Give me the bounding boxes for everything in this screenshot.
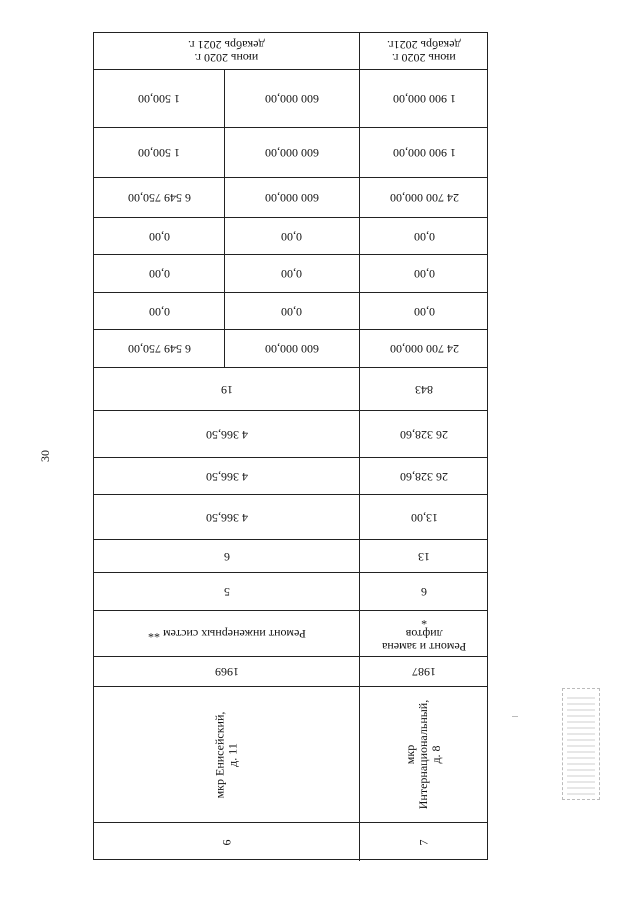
table-row <box>94 495 487 540</box>
table-cell: 24 700 000,00 <box>389 342 459 356</box>
table-cell: мкр Интернациональный, д. 8 <box>403 699 444 810</box>
table-cell: 0,00 <box>148 267 170 281</box>
table-cell: 1 500,00 <box>138 146 180 160</box>
faded-stamp <box>562 688 600 800</box>
table-cell: 0,00 <box>413 304 435 319</box>
table-cell: 600 000,00 <box>264 92 319 106</box>
table-row <box>94 70 487 128</box>
table-row <box>94 573 487 611</box>
repair-schedule-table <box>93 32 488 860</box>
table-cell: 1969 <box>214 665 239 679</box>
table-cell: 6 <box>421 585 427 599</box>
table-cell: июнь 2020 г. декабрь 2021г. <box>387 38 461 65</box>
table-row <box>94 411 487 458</box>
table-cell: 1 500,00 <box>138 92 180 106</box>
table-cell: 6 549 750,00 <box>127 191 191 205</box>
table-row <box>94 330 487 368</box>
table-cell: мкр Енисейский, д. 11 <box>212 711 240 798</box>
table-cell: июнь 2020 г. декабрь 2021 г. <box>188 38 265 65</box>
table-cell: 0,00 <box>413 229 435 244</box>
table-cell: 0,00 <box>148 229 170 244</box>
table-cell: 600 000,00 <box>264 191 319 205</box>
table-cell: 1 900 000,00 <box>392 92 456 106</box>
table-cell: 7 <box>416 839 431 845</box>
table-cell: 5 <box>223 585 230 599</box>
page-number: 30 <box>38 450 52 462</box>
table-row <box>94 657 487 687</box>
table-row-period <box>94 33 487 70</box>
table-cell: 6 <box>223 549 230 564</box>
table-cell: 4 366,50 <box>205 427 248 442</box>
scan-mark <box>512 716 518 717</box>
table-row <box>94 128 487 178</box>
table-cell: Ремонт и замена лифтов * <box>381 614 467 654</box>
table-cell: 600 000,00 <box>264 342 319 356</box>
table-cell: 0,00 <box>281 229 302 244</box>
table-cell: 0,00 <box>148 304 170 319</box>
table-row <box>94 458 487 495</box>
table-cell: 13,00 <box>410 510 438 525</box>
table-cell: 0,00 <box>281 304 302 319</box>
table-cell: Ремонт инженерных систем ** <box>147 627 306 641</box>
table-row <box>94 293 487 330</box>
table-cell: 26 328,60 <box>400 469 448 484</box>
table-cell: 1987 <box>412 665 436 679</box>
table-row <box>94 611 487 657</box>
table-cell: 843 <box>415 382 433 397</box>
table-cell: 6 549 750,00 <box>127 342 191 356</box>
table-cell: 19 <box>220 382 233 397</box>
table-row <box>94 255 487 293</box>
table-cell: 0,00 <box>413 267 435 281</box>
table-cell: 26 328,60 <box>400 427 448 442</box>
table-row-address <box>94 687 487 823</box>
table-cell: 24 700 000,00 <box>389 191 459 205</box>
table-cell: 0,00 <box>281 267 302 281</box>
table-cell: 6 <box>219 839 233 845</box>
table-row <box>94 540 487 573</box>
table-cell: 4 366,50 <box>205 510 248 525</box>
table-row-number <box>94 823 487 861</box>
table-row <box>94 178 487 218</box>
table-cell: 1 900 000,00 <box>392 146 456 160</box>
table-cell: 4 366,50 <box>205 469 248 484</box>
table-row <box>94 368 487 411</box>
table-row <box>94 218 487 255</box>
table-cell: 13 <box>418 549 430 564</box>
table-cell: 600 000,00 <box>264 146 319 160</box>
